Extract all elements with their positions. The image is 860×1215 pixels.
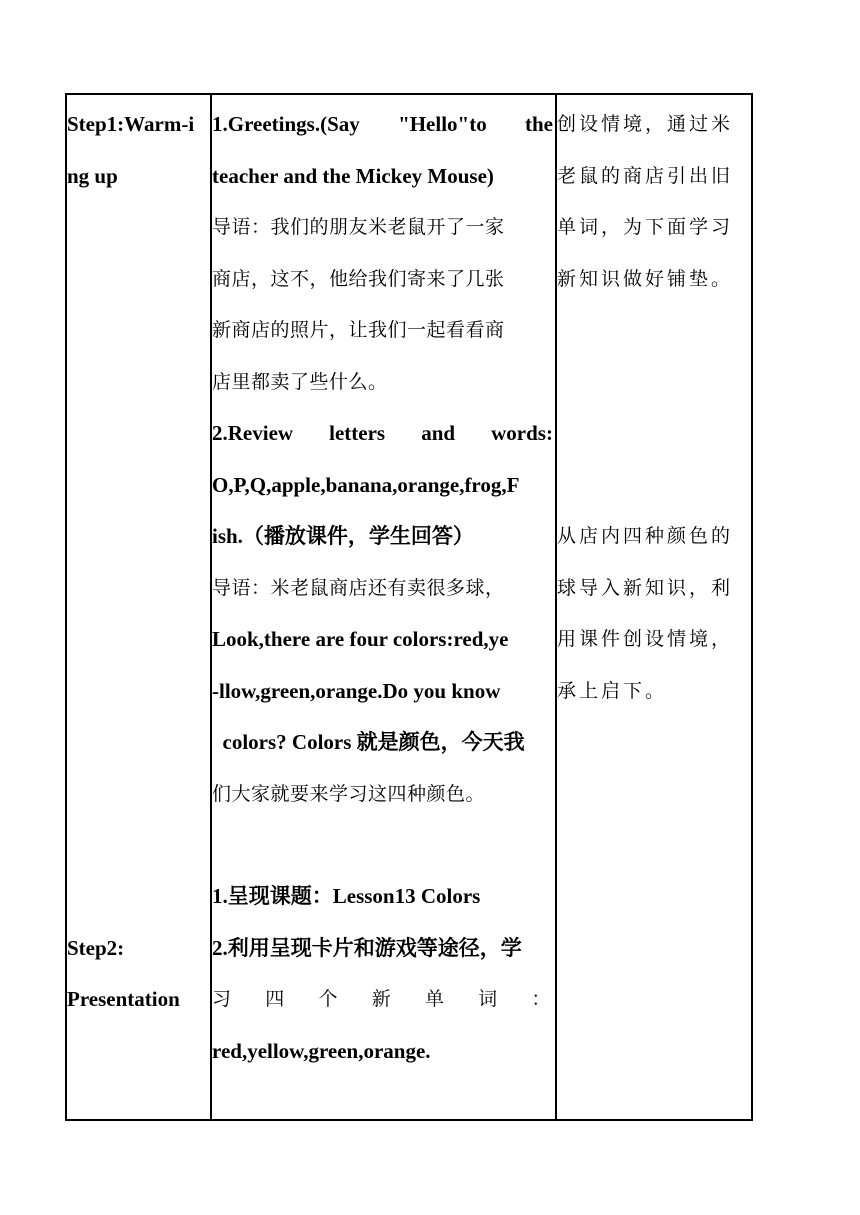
note1-line1: 创设情境，通过米 — [557, 113, 734, 135]
intro-text-line3: 新商店的照片，让我们一起看看商 — [212, 319, 505, 341]
intro2-line2: Look,there are four colors:red,ye — [212, 627, 509, 651]
note2-line1: 从店内四种颜色的 — [557, 525, 734, 547]
review-line2: O,P,Q,apple,banana,orange,frog,F — [212, 473, 520, 497]
review-word: 2.Review — [212, 421, 294, 445]
present-char: 习 — [212, 988, 232, 1010]
design-notes-column — [557, 95, 751, 1119]
note1-line3: 单词，为下面学习 — [557, 216, 734, 238]
review-word: words: — [491, 421, 553, 445]
present-char: 个 — [318, 988, 338, 1010]
note2-line3: 用课件创设情境， — [557, 628, 734, 650]
intro-text-line2: 商店，这不，他给我们寄来了几张 — [212, 268, 505, 290]
present-line3 — [212, 984, 555, 1014]
greetings-line1 — [212, 109, 555, 139]
step1-title-line1: Step1:Warm-i — [67, 112, 195, 136]
present-char: 四 — [265, 988, 285, 1010]
present-char: ： — [531, 988, 551, 1010]
review-line3: ish.（播放课件，学生回答） — [212, 524, 474, 548]
review-line1 — [212, 418, 555, 448]
review-word: and — [421, 421, 456, 445]
greetings-word: the — [524, 112, 553, 136]
intro2-line3: -llow,green,orange.Do you know — [212, 679, 501, 703]
greetings-word: 1.Greetings.(Say — [212, 112, 360, 136]
step-column — [67, 95, 210, 1119]
present-line1: 1.呈现课题：Lesson13 Colors — [212, 884, 481, 908]
intro2-line5: 们大家就要来学习这四种颜色。 — [212, 783, 486, 805]
greetings-word: "Hello"to — [398, 112, 487, 136]
intro2-line4: colors? Colors 就是颜色，今天我 — [212, 730, 525, 754]
step2-title-line2: Presentation — [67, 987, 180, 1011]
activity-column — [212, 95, 555, 1119]
present-line2: 2.利用呈现卡片和游戏等途径，学 — [212, 936, 522, 960]
note2-line2: 球导入新知识，利 — [557, 577, 734, 599]
greetings-line2: teacher and the Mickey Mouse) — [212, 164, 494, 188]
present-char: 新 — [371, 988, 392, 1010]
step2-title-line1: Step2: — [67, 936, 125, 960]
step1-title-line2: ng up — [67, 164, 118, 188]
present-char: 单 — [424, 988, 445, 1010]
intro-text-line4: 店里都卖了些什么。 — [212, 371, 388, 393]
note1-line2: 老鼠的商店引出旧 — [557, 165, 734, 187]
intro2-line1: 导语：米老鼠商店还有卖很多球， — [212, 577, 505, 599]
intro-text-line1: 导语：我们的朋友米老鼠开了一家 — [212, 216, 505, 238]
present-char: 词 — [478, 988, 498, 1010]
note2-line4: 承上启下。 — [557, 680, 668, 702]
note1-line4: 新知识做好铺垫。 — [557, 268, 734, 290]
lesson-plan-table — [65, 93, 753, 1121]
present-line4: red,yellow,green,orange. — [212, 1039, 431, 1063]
review-word: letters — [329, 421, 386, 445]
